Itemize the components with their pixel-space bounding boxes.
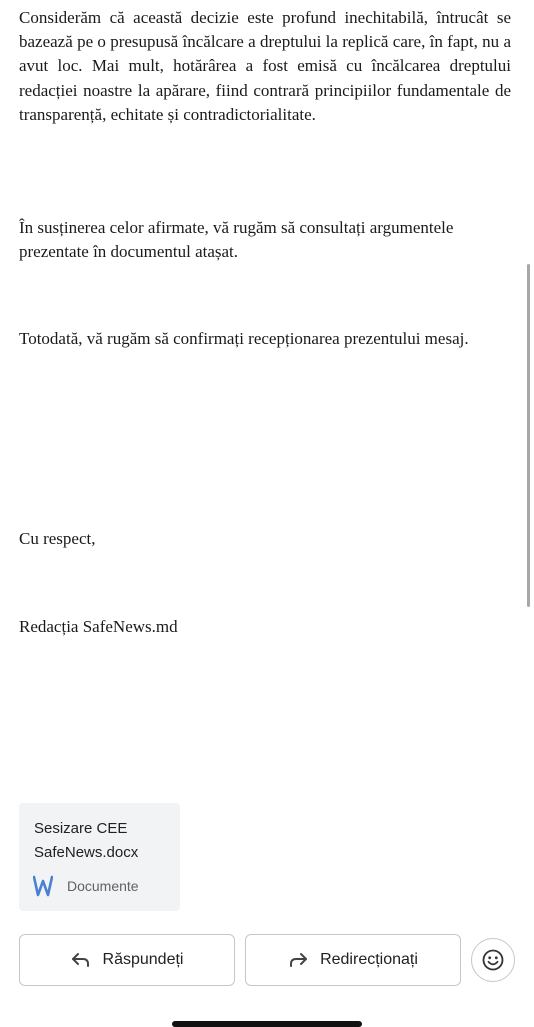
- email-body-paragraph: Considerăm că această decizie este profund inechitabilă, întrucât se bazează pe o presupusă încălcare a dreptului la replică care, în fapt, nu a avut loc. Mai mult, hotărârea a fost emisă cu încălcarea dreptului redacției noastre la apărare, fiind contrară principiilor fundamentale de transparență, echitate și contradictorialitate.: [19, 8, 511, 124]
- attachment-name: Sesizare CEE SafeNews.docx: [34, 820, 139, 861]
- reply-icon: [71, 952, 91, 968]
- reply-button-label: Răspundeți: [102, 951, 184, 968]
- email-closing: Cu respect,: [19, 529, 96, 548]
- forward-button-label: Redirecționați: [320, 951, 418, 968]
- email-body-paragraph: Totodată, vă rugăm să confirmați recepționarea prezentului mesaj.: [19, 329, 469, 348]
- attachment-type: Documente: [67, 878, 139, 894]
- reply-button[interactable]: [19, 934, 235, 986]
- email-signature: Redacția SafeNews.md: [19, 617, 178, 636]
- email-body-paragraph: În susținerea celor afirmate, vă rugăm să consultați argumentele prezentate în documentul atașat.: [19, 218, 454, 262]
- forward-icon: [288, 952, 308, 968]
- forward-button[interactable]: [245, 934, 461, 986]
- home-indicator: [172, 1021, 362, 1027]
- scrollbar[interactable]: [527, 264, 530, 607]
- smiley-icon: [482, 949, 504, 971]
- attachment-card[interactable]: [19, 803, 180, 911]
- emoji-reaction-button[interactable]: [471, 938, 515, 982]
- word-doc-icon: [33, 875, 53, 897]
